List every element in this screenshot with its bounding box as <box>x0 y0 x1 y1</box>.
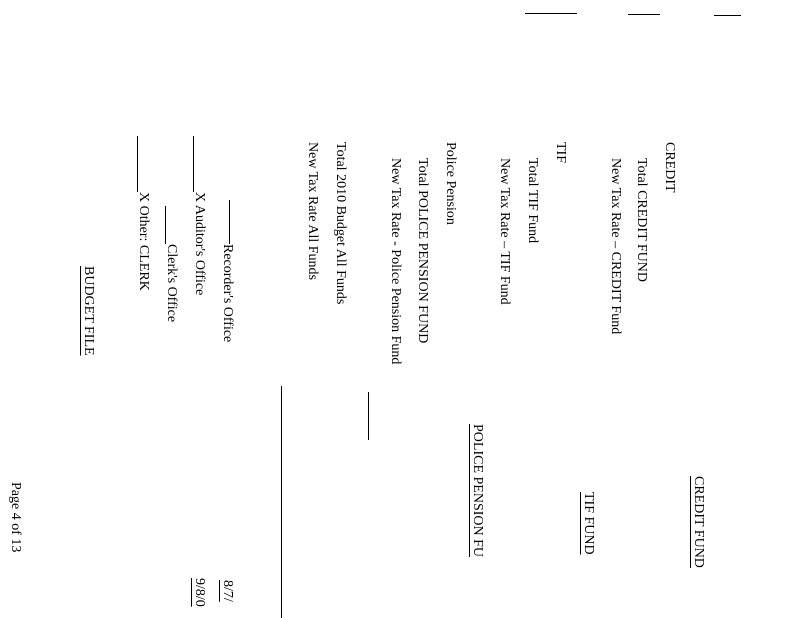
budget-file-label: BUDGET FILE <box>81 266 96 356</box>
total-2010-budget-label: Total 2010 Budget All Funds <box>333 142 348 305</box>
clerks-blank-line <box>165 206 166 244</box>
header-rule-2 <box>628 14 660 15</box>
recorders-blank-line <box>229 200 230 244</box>
header-rule-3 <box>714 15 741 16</box>
credit-fund-column-heading: CREDIT FUND <box>691 476 706 568</box>
new-tax-rate-credit-label: New Tax Rate – CREDIT Fund <box>608 158 623 335</box>
police-pension-column-heading: POLICE PENSION FU <box>470 424 485 558</box>
auditors-blank-line <box>193 136 194 192</box>
total-police-pension-label: Total POLICE PENSION FUND <box>415 158 430 344</box>
total-tif-fund-label: Total TIF Fund <box>525 158 540 244</box>
date-2: 9/8/0 <box>192 578 207 607</box>
tif-fund-column-heading: TIF FUND <box>581 492 596 555</box>
recorders-office-label: Recorder's Office <box>220 244 235 343</box>
header-rule-1 <box>525 13 577 14</box>
credit-heading: CREDIT <box>662 142 677 193</box>
date-1: 8/7/ <box>220 580 235 602</box>
new-tax-rate-all-label: New Tax Rate All Funds <box>305 142 320 280</box>
clerks-office-label: Clerk's Office <box>164 244 179 323</box>
other-blank-line <box>137 136 138 192</box>
police-rate-blank-line <box>368 392 369 440</box>
auditors-office-label: X Auditor's Office <box>192 192 207 296</box>
tif-heading: TIF <box>553 142 568 163</box>
total-credit-fund-label: Total CREDIT FUND <box>634 158 649 282</box>
new-tax-rate-police-label: New Tax Rate - Police Pension Fund <box>388 158 403 365</box>
new-tax-rate-tif-label: New Tax Rate – TIF Fund <box>497 158 512 305</box>
page-number: Page 4 of 13 <box>8 482 23 553</box>
other-clerk-label: X Other: CLERK <box>136 192 151 291</box>
police-pension-heading: Police Pension <box>443 142 458 225</box>
totals-blank-line <box>281 386 282 618</box>
